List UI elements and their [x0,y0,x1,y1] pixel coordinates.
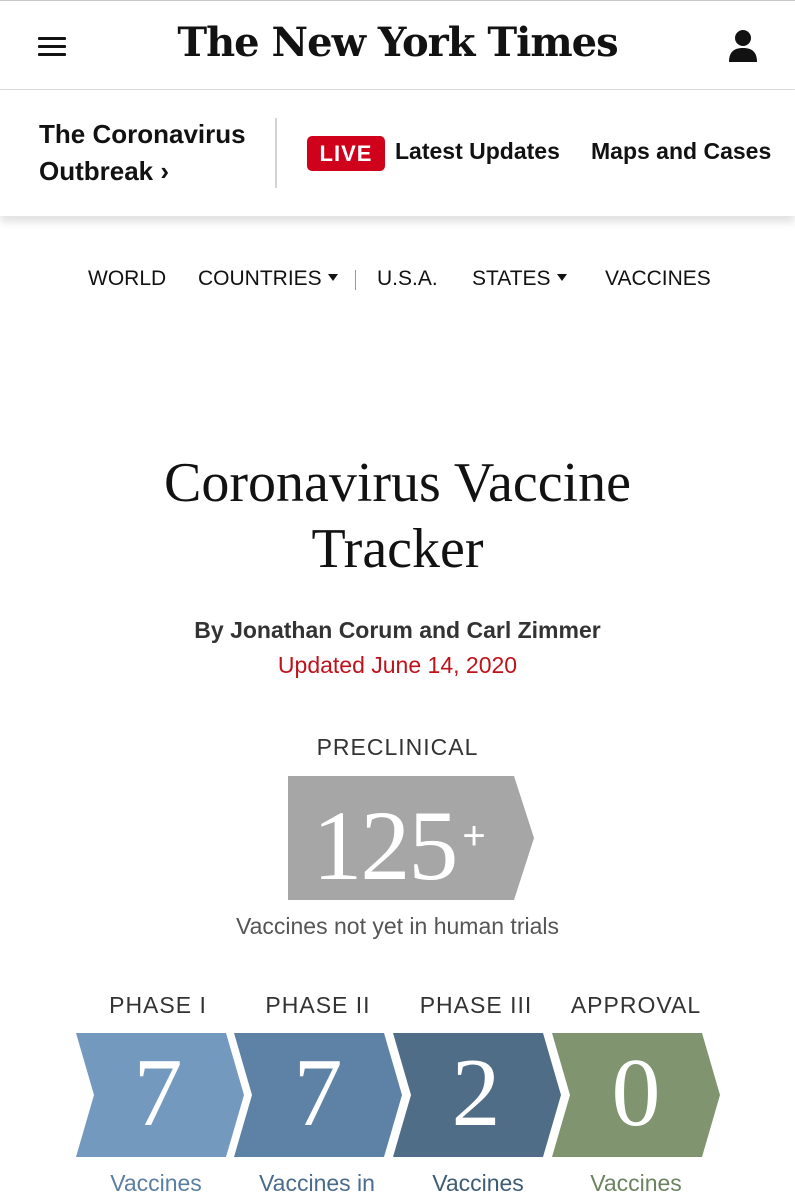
byline: By Jonathan Corum and Carl Zimmer [194,617,601,643]
nav-item-world[interactable] [88,267,166,291]
latest-updates-link[interactable]: Latest Updates [395,138,560,164]
section-title-line1: The Coronavirus [39,119,246,149]
phase1-count: 7 [133,1039,183,1147]
phase2-count: 7 [293,1039,343,1147]
nav-item-label: COUNTRIES [198,267,322,290]
nav-item-label: U.S.A. [377,267,438,290]
approval-description: Vaccines [590,1170,682,1196]
updated-date: Updated June 14, 2020 [277,652,518,678]
coronavirus-section-bar [0,90,795,216]
headline-line1: Coronavirus Vaccine [163,452,632,514]
nav-item-countries[interactable] [198,267,338,291]
phase2-label: PHASE II [265,992,371,1018]
preclinical-count [288,776,510,900]
phase3-description: Vaccines [432,1170,524,1196]
nav-separator [355,270,356,290]
approval-count: 0 [611,1039,661,1147]
caret-down-icon [557,274,567,281]
user-account-icon[interactable] [727,29,759,63]
masthead [0,0,795,90]
phase1-description: Vaccines [110,1170,202,1196]
nav-item-states[interactable] [472,267,567,291]
phase3-label: PHASE III [419,992,533,1018]
live-badge[interactable]: LIVE [307,136,385,171]
approval-label: APPROVAL [570,992,702,1018]
phase2-description: Vaccines in [259,1170,375,1196]
section-divider [275,118,277,188]
coronavirus-outbreak-link[interactable] [39,116,246,190]
nav-item-usa[interactable] [377,267,438,291]
preclinical-plus: + [462,814,486,858]
nav-item-label: VACCINES [605,267,711,290]
phase3-count: 2 [451,1039,501,1147]
nav-item-label: WORLD [88,267,167,290]
nav-item-vaccines[interactable] [605,267,711,291]
headline-line2: Tracker [311,518,484,580]
preclinical-value: 125 [312,790,457,901]
nyt-logo[interactable]: The New York Times [177,19,618,66]
maps-and-cases-link[interactable]: Maps and Cases [591,138,772,164]
section-nav [0,264,795,296]
preclinical-description: Vaccines not yet in human trials [235,913,559,939]
preclinical-label: PRECLINICAL [316,734,479,760]
phase1-label: PHASE I [109,992,207,1018]
caret-down-icon [328,274,338,281]
page-title [0,450,795,582]
section-title-line2: Outbreak › [39,156,170,186]
nav-item-label: STATES [472,267,551,290]
